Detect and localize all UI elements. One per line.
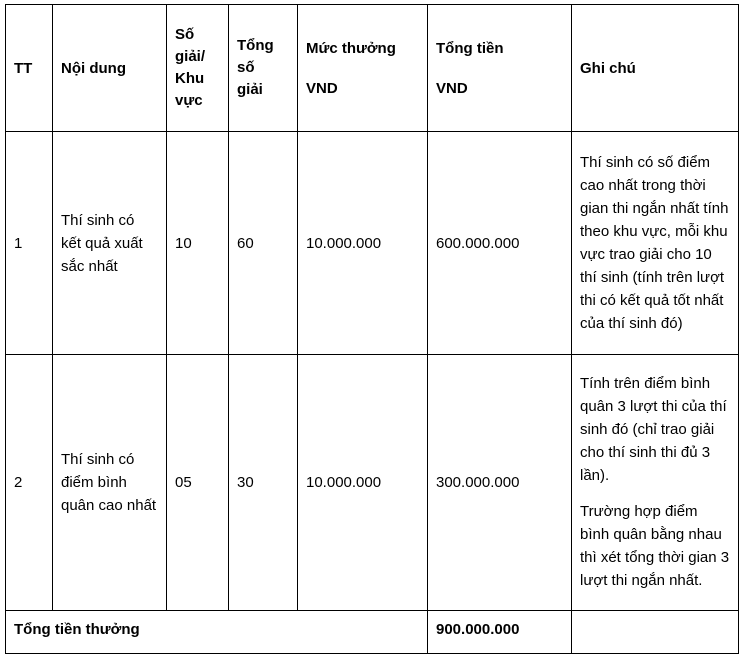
header-tong-so-giai-line: số [237,59,255,77]
header-tong-tien [428,5,572,132]
total-value: 900.000.000 [428,610,572,653]
cell-noi-dung: Thí sinh có điểm bình quân cao nhất [53,355,167,611]
cell-muc-thuong: 10.000.000 [298,355,428,611]
cropped-next-line [0,656,741,662]
total-row [6,610,739,653]
header-ghi-chu: Ghi chú [572,5,739,132]
prize-table [5,4,739,654]
cell-muc-thuong: 10.000.000 [298,132,428,355]
total-label: Tổng tiền thưởng [6,610,428,653]
cell-ghi-chu [572,355,739,611]
header-so-giai [167,5,229,132]
cell-tt: 1 [6,132,53,355]
header-tong-so-giai-line: giải [237,81,263,99]
cell-so-giai: 10 [167,132,229,355]
cell-tong-so-giai: 30 [229,355,298,611]
note-paragraph: Trường hợp điểm bình quân bằng nhau thì xét tổng thời gian 3 lượt thi ngắn nhất. [580,503,730,590]
cell-tong-so-giai: 60 [229,132,298,355]
cell-so-giai: 05 [167,355,229,611]
note-paragraph: Tính trên điểm bình quân 3 lượt thi của thí sinh đó (chỉ trao giải cho thí sinh thi đủ 3 lần). [580,375,727,485]
cell-ghi-chu [572,132,739,355]
total-empty-cell [572,610,739,653]
header-so-giai-line: Khu [175,70,205,88]
header-row [6,5,739,132]
cell-tong-tien: 600.000.000 [428,132,572,355]
header-muc-thuong-unit: VND [306,79,338,97]
header-so-giai-line: Số [175,26,195,44]
header-muc-thuong [298,5,428,132]
table-row [6,355,739,611]
header-tt: TT [6,5,53,132]
header-so-giai-line: giải/ [175,48,206,66]
header-tong-so-giai-line: Tổng [237,37,274,55]
cell-tong-tien: 300.000.000 [428,355,572,611]
header-tong-so-giai [229,5,298,132]
header-so-giai-line: vực [175,92,203,110]
header-muc-thuong-line: Mức thưởng [306,39,396,57]
table-row [6,132,739,355]
cell-noi-dung: Thí sinh có kết quả xuất sắc nhất [53,132,167,355]
cell-tt: 2 [6,355,53,611]
header-tong-tien-unit: VND [436,79,468,97]
header-noi-dung: Nội dung [53,5,167,132]
note-paragraph: Thí sinh có số điểm cao nhất trong thời gian thi ngắn nhất tính theo khu vực, mỗi khu vực trao giải cho 10 thí sinh (tính trên lượt thi có kết quả tốt nhất của thí sinh đó) [580,154,729,333]
header-tong-tien-line: Tổng tiền [436,39,504,57]
